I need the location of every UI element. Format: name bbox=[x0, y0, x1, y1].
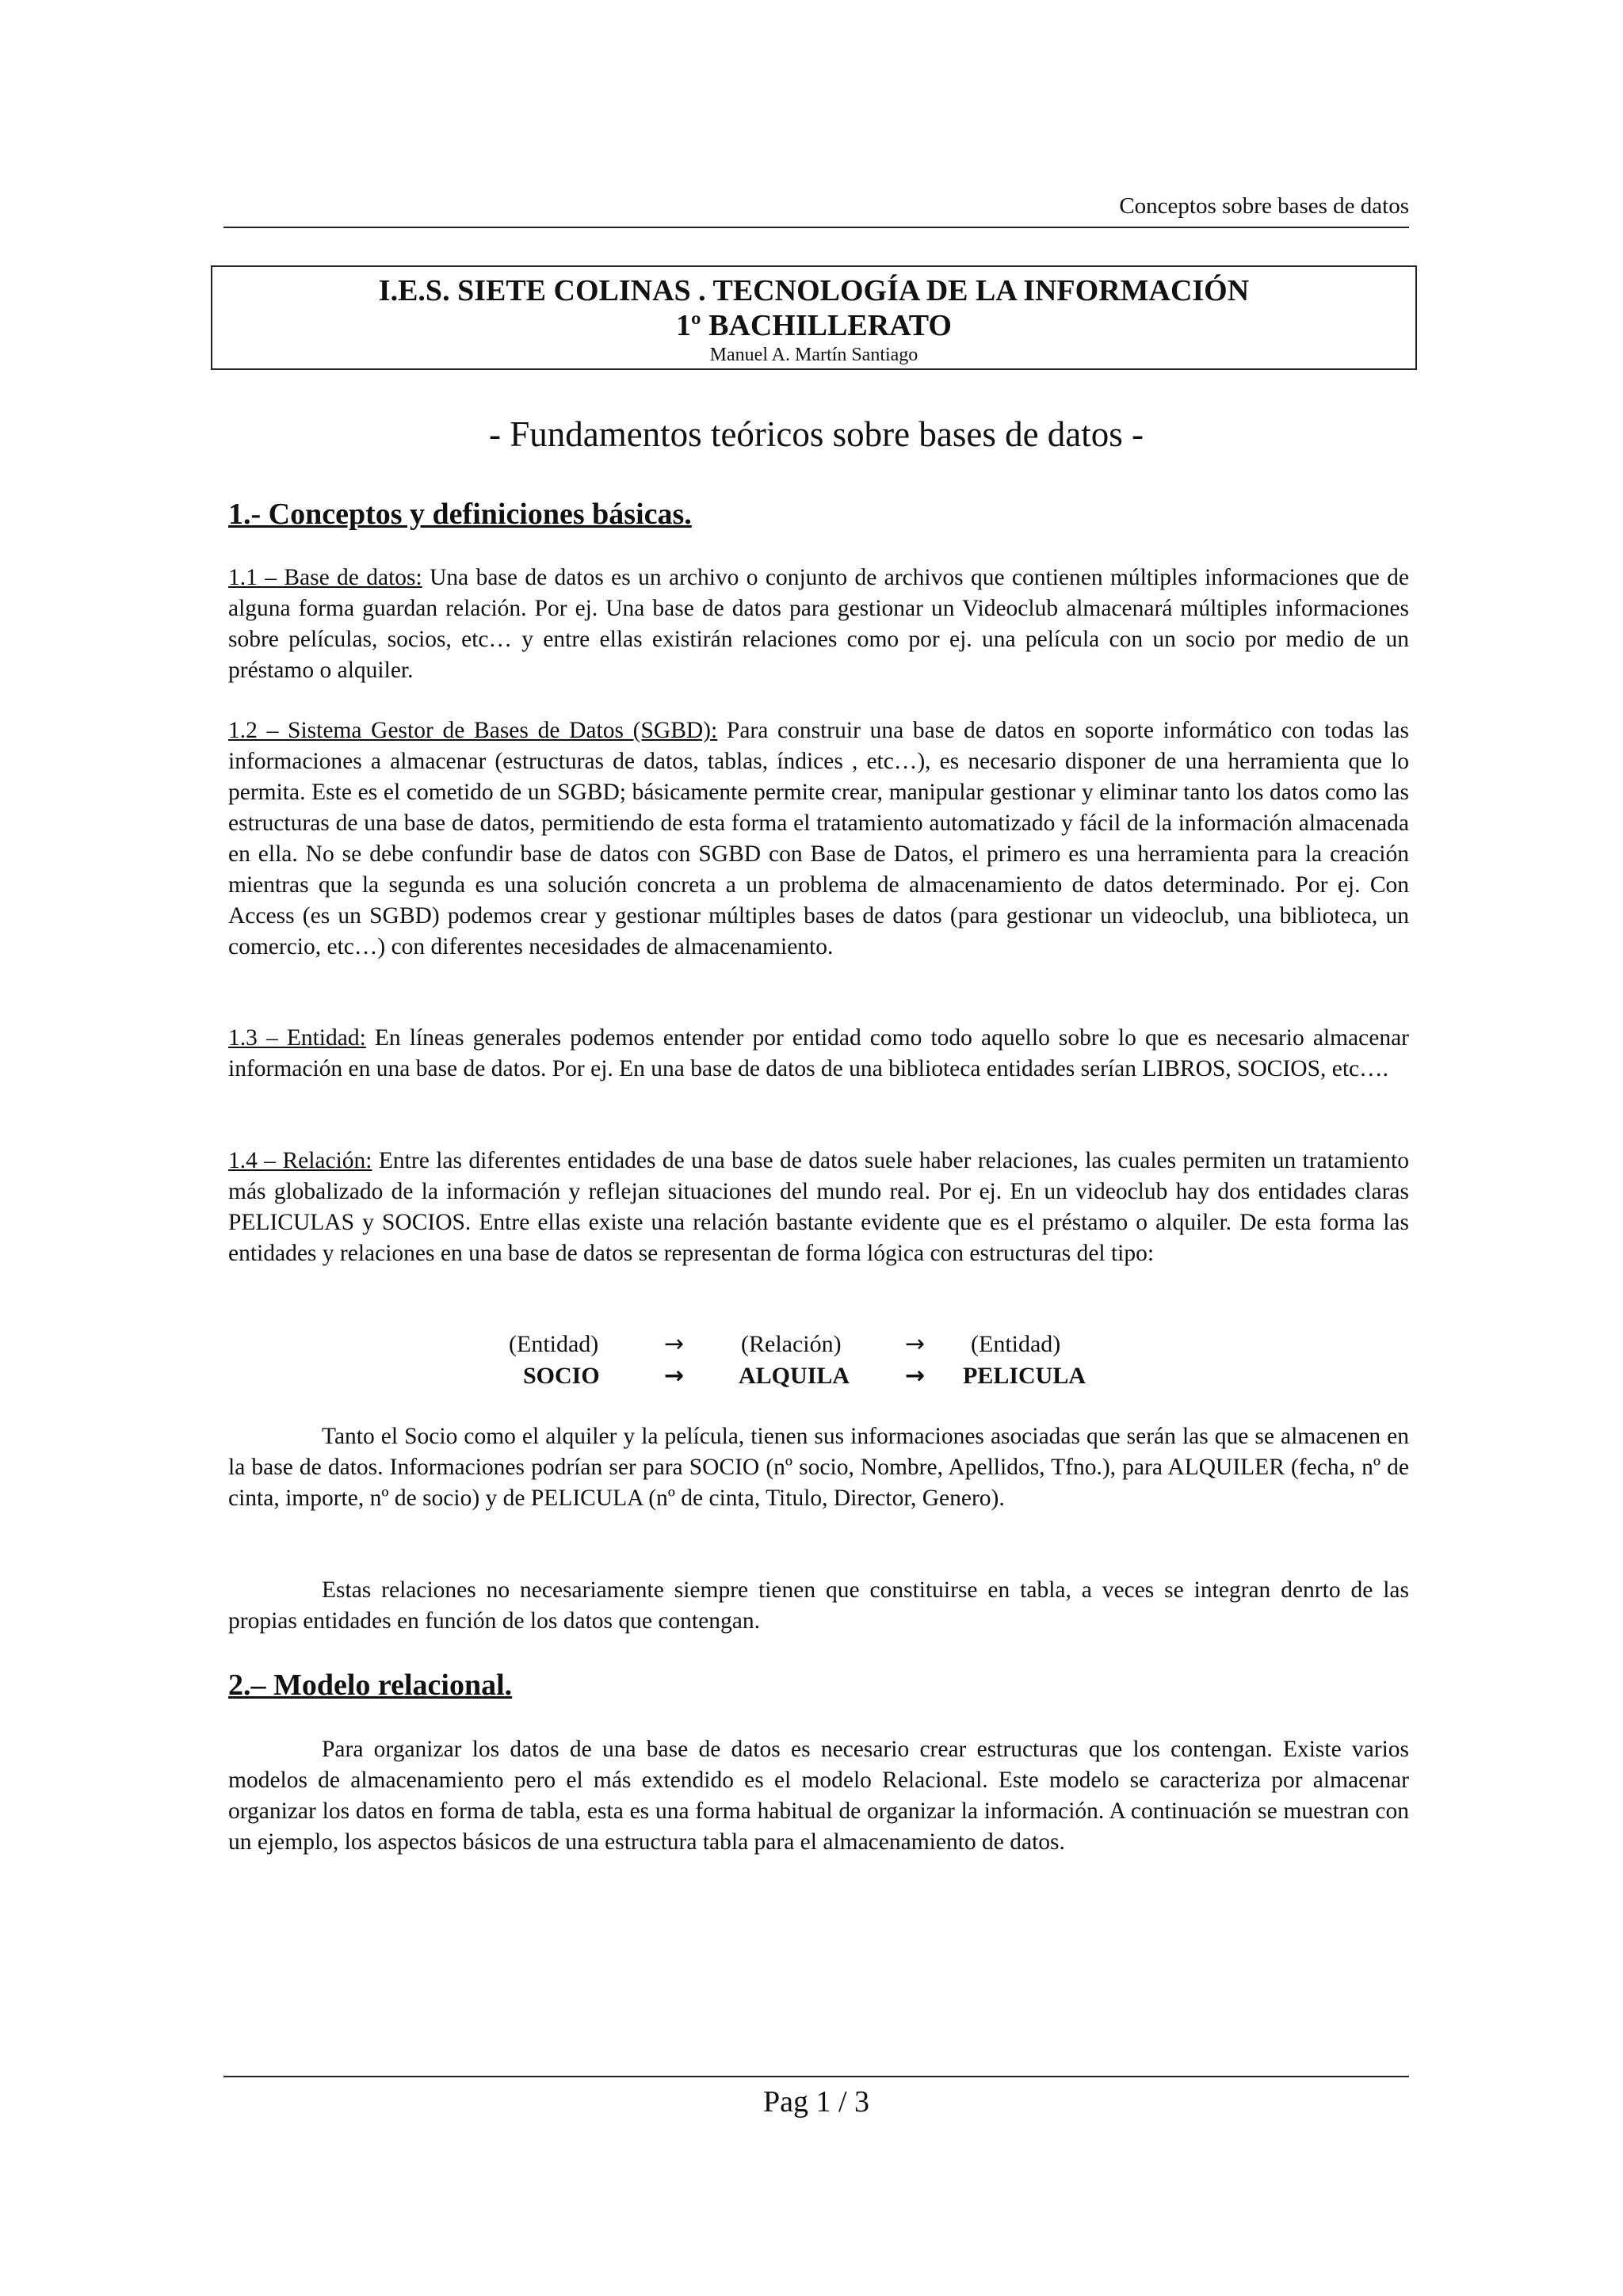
running-header: Conceptos sobre bases de datos bbox=[223, 192, 1409, 228]
section-2-heading: 2.– Modelo relacional. bbox=[228, 1669, 513, 1702]
course-title: 1º BACHILLERATO bbox=[676, 309, 952, 342]
section-1-heading: 1.- Conceptos y definiciones básicas. bbox=[228, 498, 692, 531]
footer-divider bbox=[223, 2076, 1409, 2077]
entity-pelicula: PELICULA bbox=[963, 1363, 1086, 1389]
paragraph-modelo-relacional: Para organizar los datos de una base de datos es necesario crear estructuras que los contengan. Existe varios modelos de almacenamiento pero el más extendido es el modelo Relacional. Este modelo se caracteriza por almacenar organizar los datos en forma de tabla, esta es una forma habitual de organizar la información. A continuación se muestran con un ejemplo, los aspectos básicos de una estructura tabla para el almacenamiento de datos. bbox=[228, 1737, 1409, 1855]
entity-socio: SOCIO bbox=[523, 1363, 600, 1389]
arrow-right-icon: → bbox=[664, 1330, 685, 1358]
paragraph-relacion bbox=[228, 1146, 1409, 1269]
paragraph-entidad bbox=[228, 1023, 1409, 1085]
paragraph-body: En líneas generales podemos entender por entidad como todo aquello sobre lo que es necesario almacenar información en una base de datos. Por ej. En una base de datos de una biblioteca entidades serían LIBROS, SOCIOS, etc…. bbox=[228, 1025, 1410, 1081]
paragraph-body: Para construir una base de datos en soporte informático con todas las informaciones a almacenar (estructuras de datos, tablas, índices , etc…), es necesario disponer de una herramienta que lo permita. Este es el cometido de un SGBD; básicamente permite crear, manipular gestionar y eliminar tanto los datos como las estructuras de una base de datos, permitiendo de esta forma el tratamiento automatizado y fácil de la información almacenada en ella. No se debe confundir base de datos con SGBD con Base de Datos, el primero es una herramienta para la creación mientras que la segunda es una solución concreta a un problema de almacenamiento de datos determinado. Por ej. Con Access (es un SGBD) podemos crear y gestionar múltiples bases de datos (para gestionar un videoclub, una biblioteca, un comercio, etc…) con diferentes necesidades de almacenamiento. bbox=[228, 718, 1410, 959]
label-entidad-1: (Entidad) bbox=[509, 1331, 599, 1357]
relation-diagram bbox=[444, 1329, 1236, 1392]
arrow-right-icon: → bbox=[905, 1362, 926, 1390]
paragraph-relaciones-tabla: Estas relaciones no necesariamente siempre tienen que constituirse en tabla, a veces se integran denrto de las propias entidades en función de los datos que contengan. bbox=[228, 1577, 1409, 1634]
arrow-right-icon: → bbox=[664, 1362, 685, 1390]
paragraph-base-de-datos bbox=[228, 563, 1409, 686]
term-relacion: 1.4 – Relación: bbox=[228, 1148, 372, 1173]
relation-labels-row bbox=[444, 1329, 1236, 1360]
arrow-right-icon: → bbox=[905, 1330, 926, 1358]
term-sgbd: 1.2 – Sistema Gestor de Bases de Datos (SGBD): bbox=[228, 718, 718, 743]
relation-alquila: ALQUILA bbox=[739, 1363, 850, 1389]
page-number: Pag 1 / 3 bbox=[762, 2085, 870, 2119]
label-entidad-2: (Entidad) bbox=[971, 1331, 1061, 1357]
paragraph-informaciones: Tanto el Socio como el alquiler y la película, tienen sus informaciones asociadas que serán las que se almacenen en la base de datos. Informaciones podrían ser para SOCIO (nº socio, Nombre, Apellidos, Tfno.), para ALQUILER (fecha, nº de cinta, importe, nº de socio) y de PELICULA (nº de cinta, Titulo, Director, Genero). bbox=[228, 1424, 1409, 1511]
relation-example-row bbox=[444, 1360, 1236, 1392]
paragraph-body: Entre las diferentes entidades de una base de datos suele haber relaciones, las cuales permiten un tratamiento más globalizado de la información y reflejan situaciones del mundo real. Por ej. En un videoclub hay dos entidades claras PELICULAS y SOCIOS. Entre ellas existe una relación bastante evidente que es el préstamo o alquiler. De esta forma las entidades y relaciones en una base de datos se representan de forma lógica con estructuras del tipo: bbox=[228, 1148, 1410, 1266]
document-title: - Fundamentos teóricos sobre bases de datos - bbox=[488, 414, 1144, 454]
school-title: I.E.S. SIETE COLINAS . TECNOLOGÍA DE LA INFORMACIÓN bbox=[378, 274, 1250, 307]
title-box bbox=[211, 265, 1417, 370]
paragraph-sgbd bbox=[228, 715, 1409, 963]
label-relacion: (Relación) bbox=[741, 1331, 842, 1357]
paragraph-body: Una base de datos es un archivo o conjunto de archivos que contienen múltiples informaciones que de alguna forma guardan relación. Por ej. Una base de datos para gestionar un Videoclub almacenará múltiples informaciones sobre películas, socios, etc… y entre ellas existirán relaciones como por ej. una película con un socio por medio de un préstamo o alquiler. bbox=[228, 565, 1410, 683]
author: Manuel A. Martín Santiago bbox=[709, 345, 918, 365]
term-entidad: 1.3 – Entidad: bbox=[228, 1025, 366, 1051]
term-base-de-datos: 1.1 – Base de datos: bbox=[228, 565, 422, 590]
